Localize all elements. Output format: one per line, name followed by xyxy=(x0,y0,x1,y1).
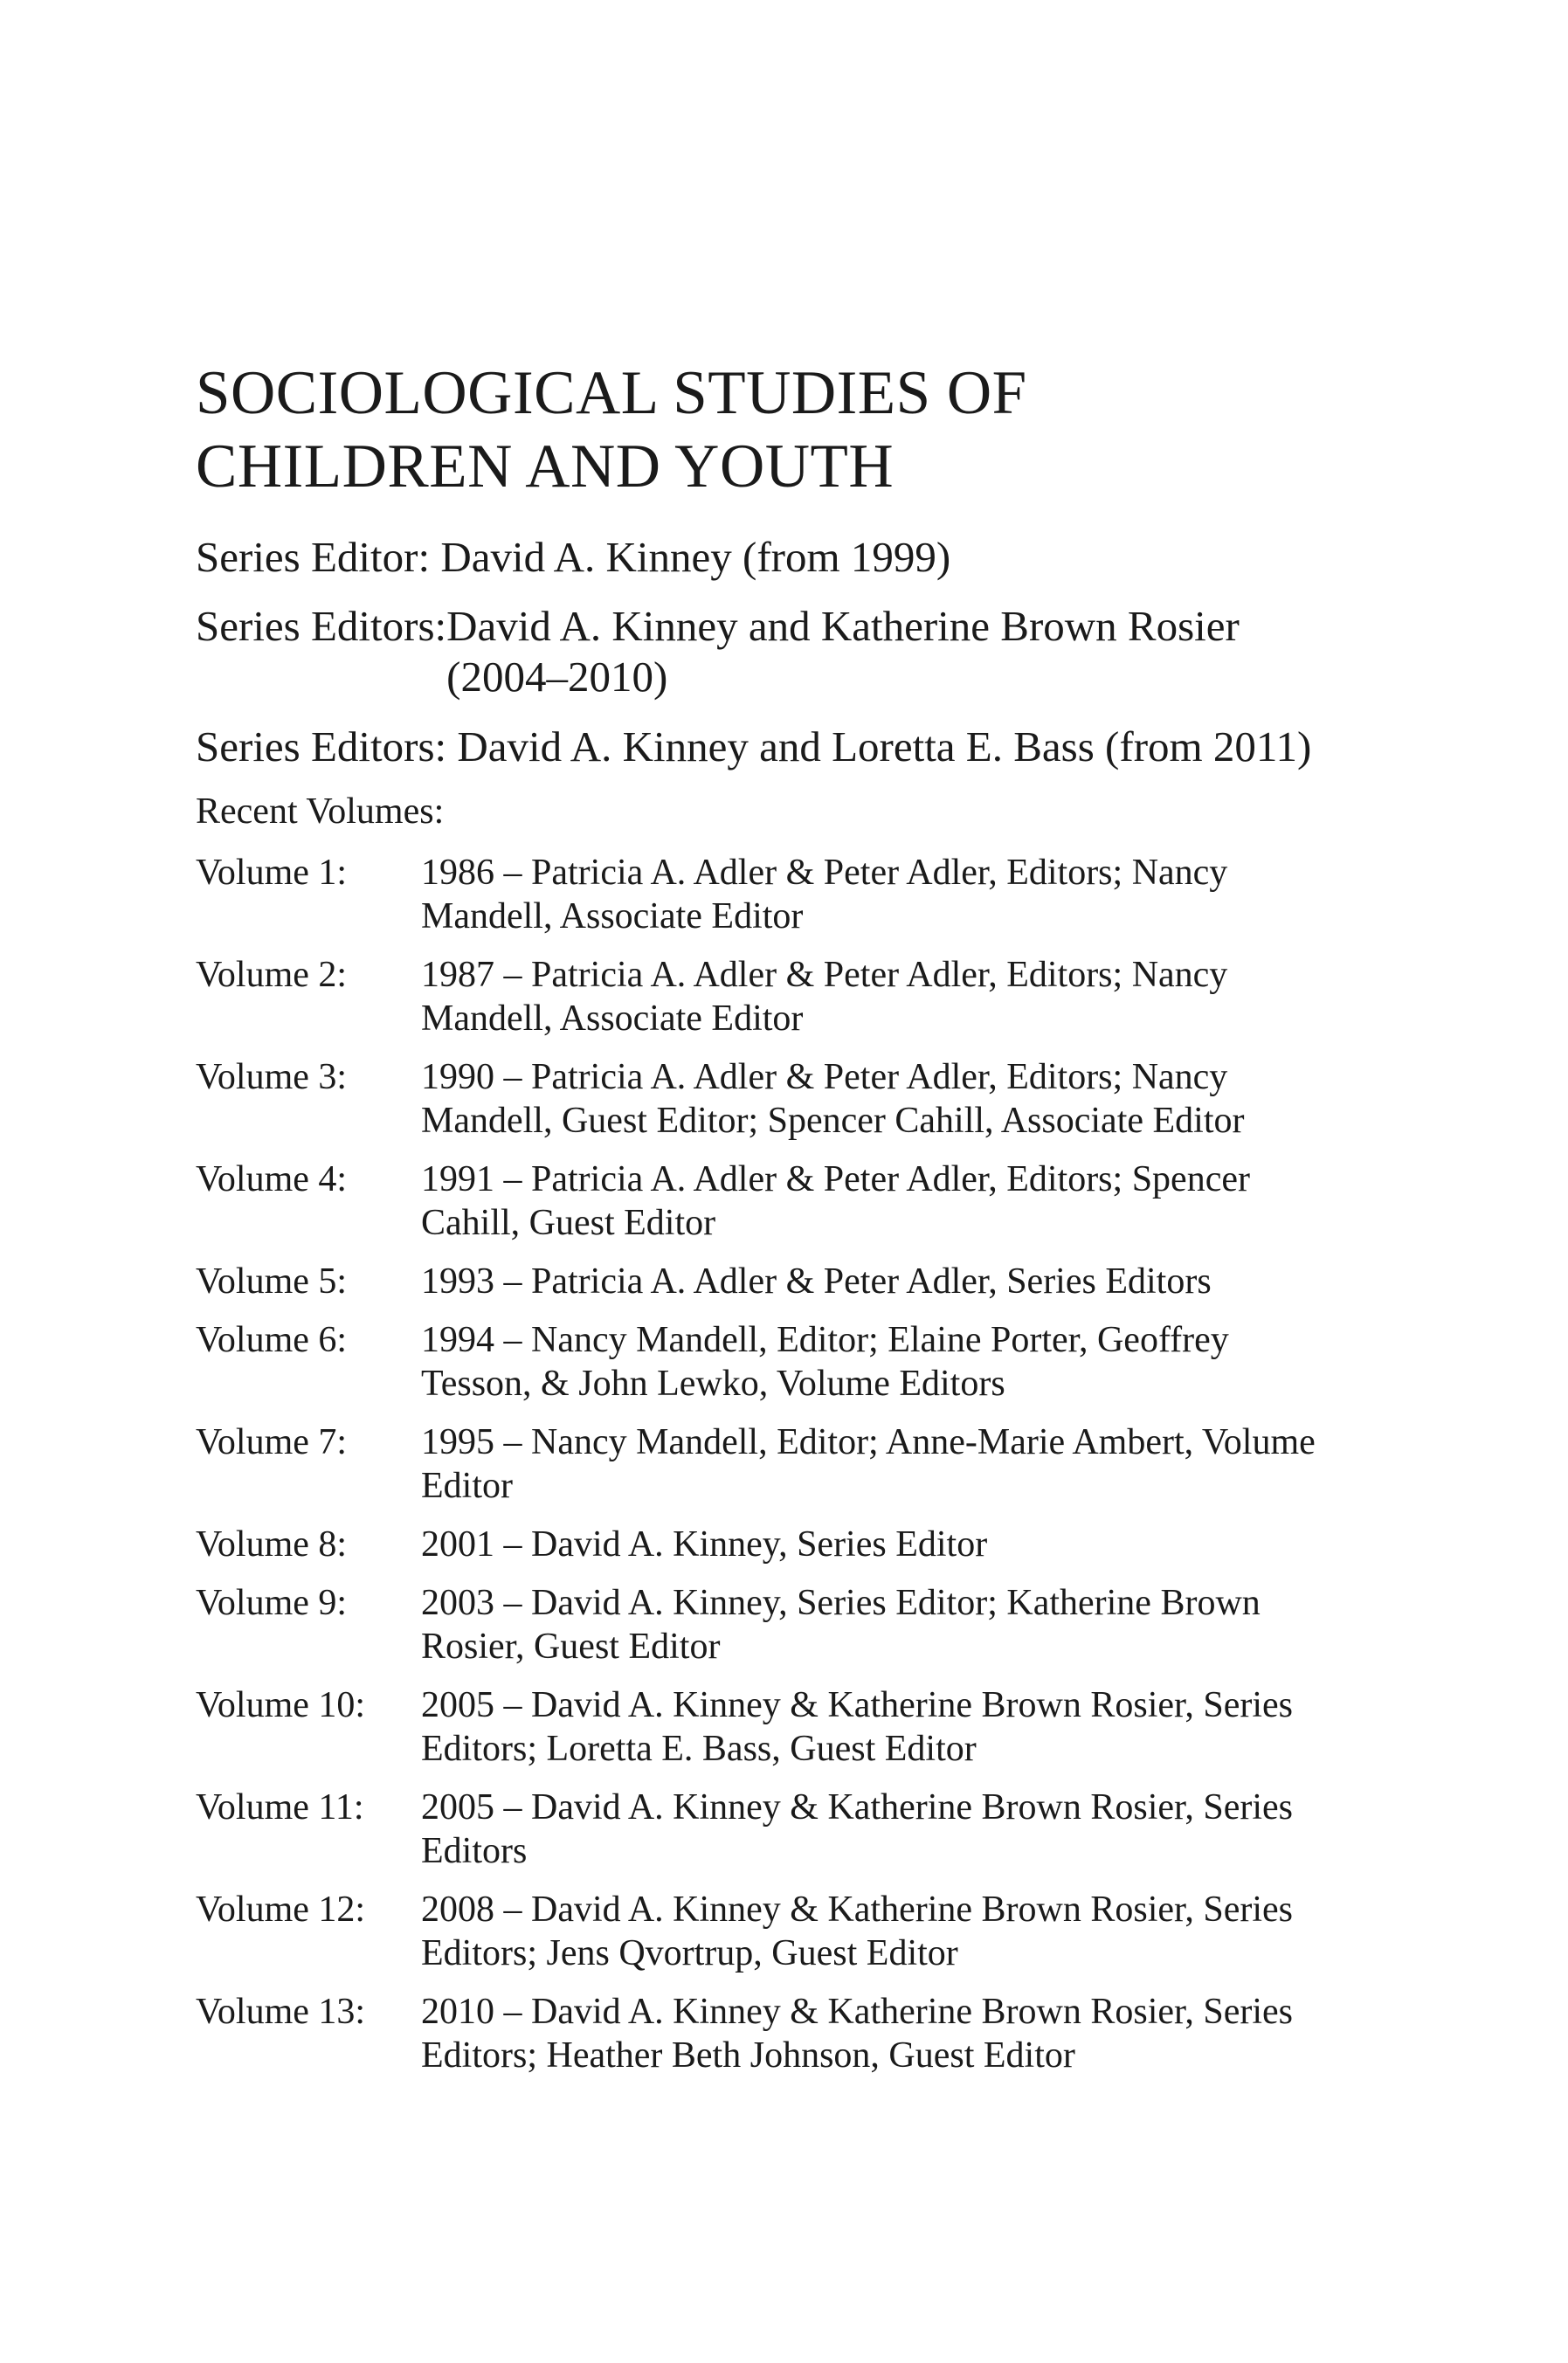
volume-description: 2005 – David A. Kinney & Katherine Brown Rosier, Series Editors; Loretta E. Bass, Guest Editor xyxy=(421,1685,1293,1769)
series-title xyxy=(196,356,1419,503)
volume-label: Volume 6: xyxy=(196,1320,348,1360)
series-title-line-1: SOCIOLOGICAL STUDIES OF xyxy=(196,359,1027,427)
volume-description: 1995 – Nancy Mandell, Editor; Anne-Marie Ambert, Volume Editor xyxy=(421,1422,1316,1506)
series-editors-2-value-line-1: David A. Kinney and Katherine Brown Rosier xyxy=(446,602,1240,650)
volume-description: 1987 – Patricia A. Adler & Peter Adler, Editors; Nancy Mandell, Associate Editor xyxy=(421,955,1228,1039)
series-page xyxy=(196,356,1419,2077)
volume-row xyxy=(196,851,1419,938)
recent-volumes-label: Recent Volumes: xyxy=(196,791,445,832)
series-editors-2-value-line-2: (2004–2010) xyxy=(446,653,668,701)
volume-label: Volume 11: xyxy=(196,1787,364,1828)
volume-label: Volume 3: xyxy=(196,1057,348,1097)
volume-label: Volume 13: xyxy=(196,1992,366,2032)
series-editors-3: Series Editors: David A. Kinney and Loretta E. Bass (from 2011) xyxy=(196,722,1312,770)
volume-label: Volume 9: xyxy=(196,1583,348,1623)
volume-row xyxy=(196,1581,1419,1669)
series-editors-2-value xyxy=(446,601,1240,702)
volume-description: 2008 – David A. Kinney & Katherine Brown Rosier, Series Editors; Jens Qvortrup, Guest Editor xyxy=(421,1890,1293,1973)
series-title-line-2: CHILDREN AND YOUTH xyxy=(196,432,895,501)
volume-description: 2005 – David A. Kinney & Katherine Brown Rosier, Series Editors xyxy=(421,1787,1293,1871)
volume-row xyxy=(196,1786,1419,1873)
series-editors-2-label: Series Editors: xyxy=(196,602,447,650)
volume-row xyxy=(196,1420,1419,1508)
volume-description: 1993 – Patricia A. Adler & Peter Adler, Series Editors xyxy=(421,1261,1212,1302)
volume-label: Volume 1: xyxy=(196,853,348,893)
volume-row xyxy=(196,1260,1419,1303)
volume-label: Volume 5: xyxy=(196,1261,348,1302)
volume-row xyxy=(196,1990,1419,2077)
series-editors-2 xyxy=(196,601,1419,702)
volume-row xyxy=(196,953,1419,1040)
volume-description: 2001 – David A. Kinney, Series Editor xyxy=(421,1524,988,1565)
volume-list xyxy=(196,851,1419,2077)
volume-row xyxy=(196,1683,1419,1771)
series-editor-1: Series Editor: David A. Kinney (from 1999) xyxy=(196,533,951,581)
volume-row xyxy=(196,1888,1419,1975)
volume-description: 1994 – Nancy Mandell, Editor; Elaine Porter, Geoffrey Tesson, & John Lewko, Volume Editors xyxy=(421,1320,1229,1404)
volume-description: 2003 – David A. Kinney, Series Editor; Katherine Brown Rosier, Guest Editor xyxy=(421,1583,1261,1667)
volume-label: Volume 4: xyxy=(196,1159,348,1199)
volume-label: Volume 10: xyxy=(196,1685,366,1725)
volume-row xyxy=(196,1055,1419,1143)
volume-row xyxy=(196,1157,1419,1245)
volume-row xyxy=(196,1318,1419,1406)
volume-description: 1991 – Patricia A. Adler & Peter Adler, Editors; Spencer Cahill, Guest Editor xyxy=(421,1159,1250,1243)
volume-row xyxy=(196,1523,1419,1566)
volume-label: Volume 8: xyxy=(196,1524,348,1565)
volume-label: Volume 12: xyxy=(196,1890,366,1930)
volume-description: 1986 – Patricia A. Adler & Peter Adler, Editors; Nancy Mandell, Associate Editor xyxy=(421,853,1228,936)
volume-label: Volume 7: xyxy=(196,1422,348,1462)
volume-description: 1990 – Patricia A. Adler & Peter Adler, Editors; Nancy Mandell, Guest Editor; Spencer Cahill, Associate Editor xyxy=(421,1057,1245,1141)
volume-label: Volume 2: xyxy=(196,955,348,995)
volume-description: 2010 – David A. Kinney & Katherine Brown Rosier, Series Editors; Heather Beth Johnson, Guest Editor xyxy=(421,1992,1293,2076)
